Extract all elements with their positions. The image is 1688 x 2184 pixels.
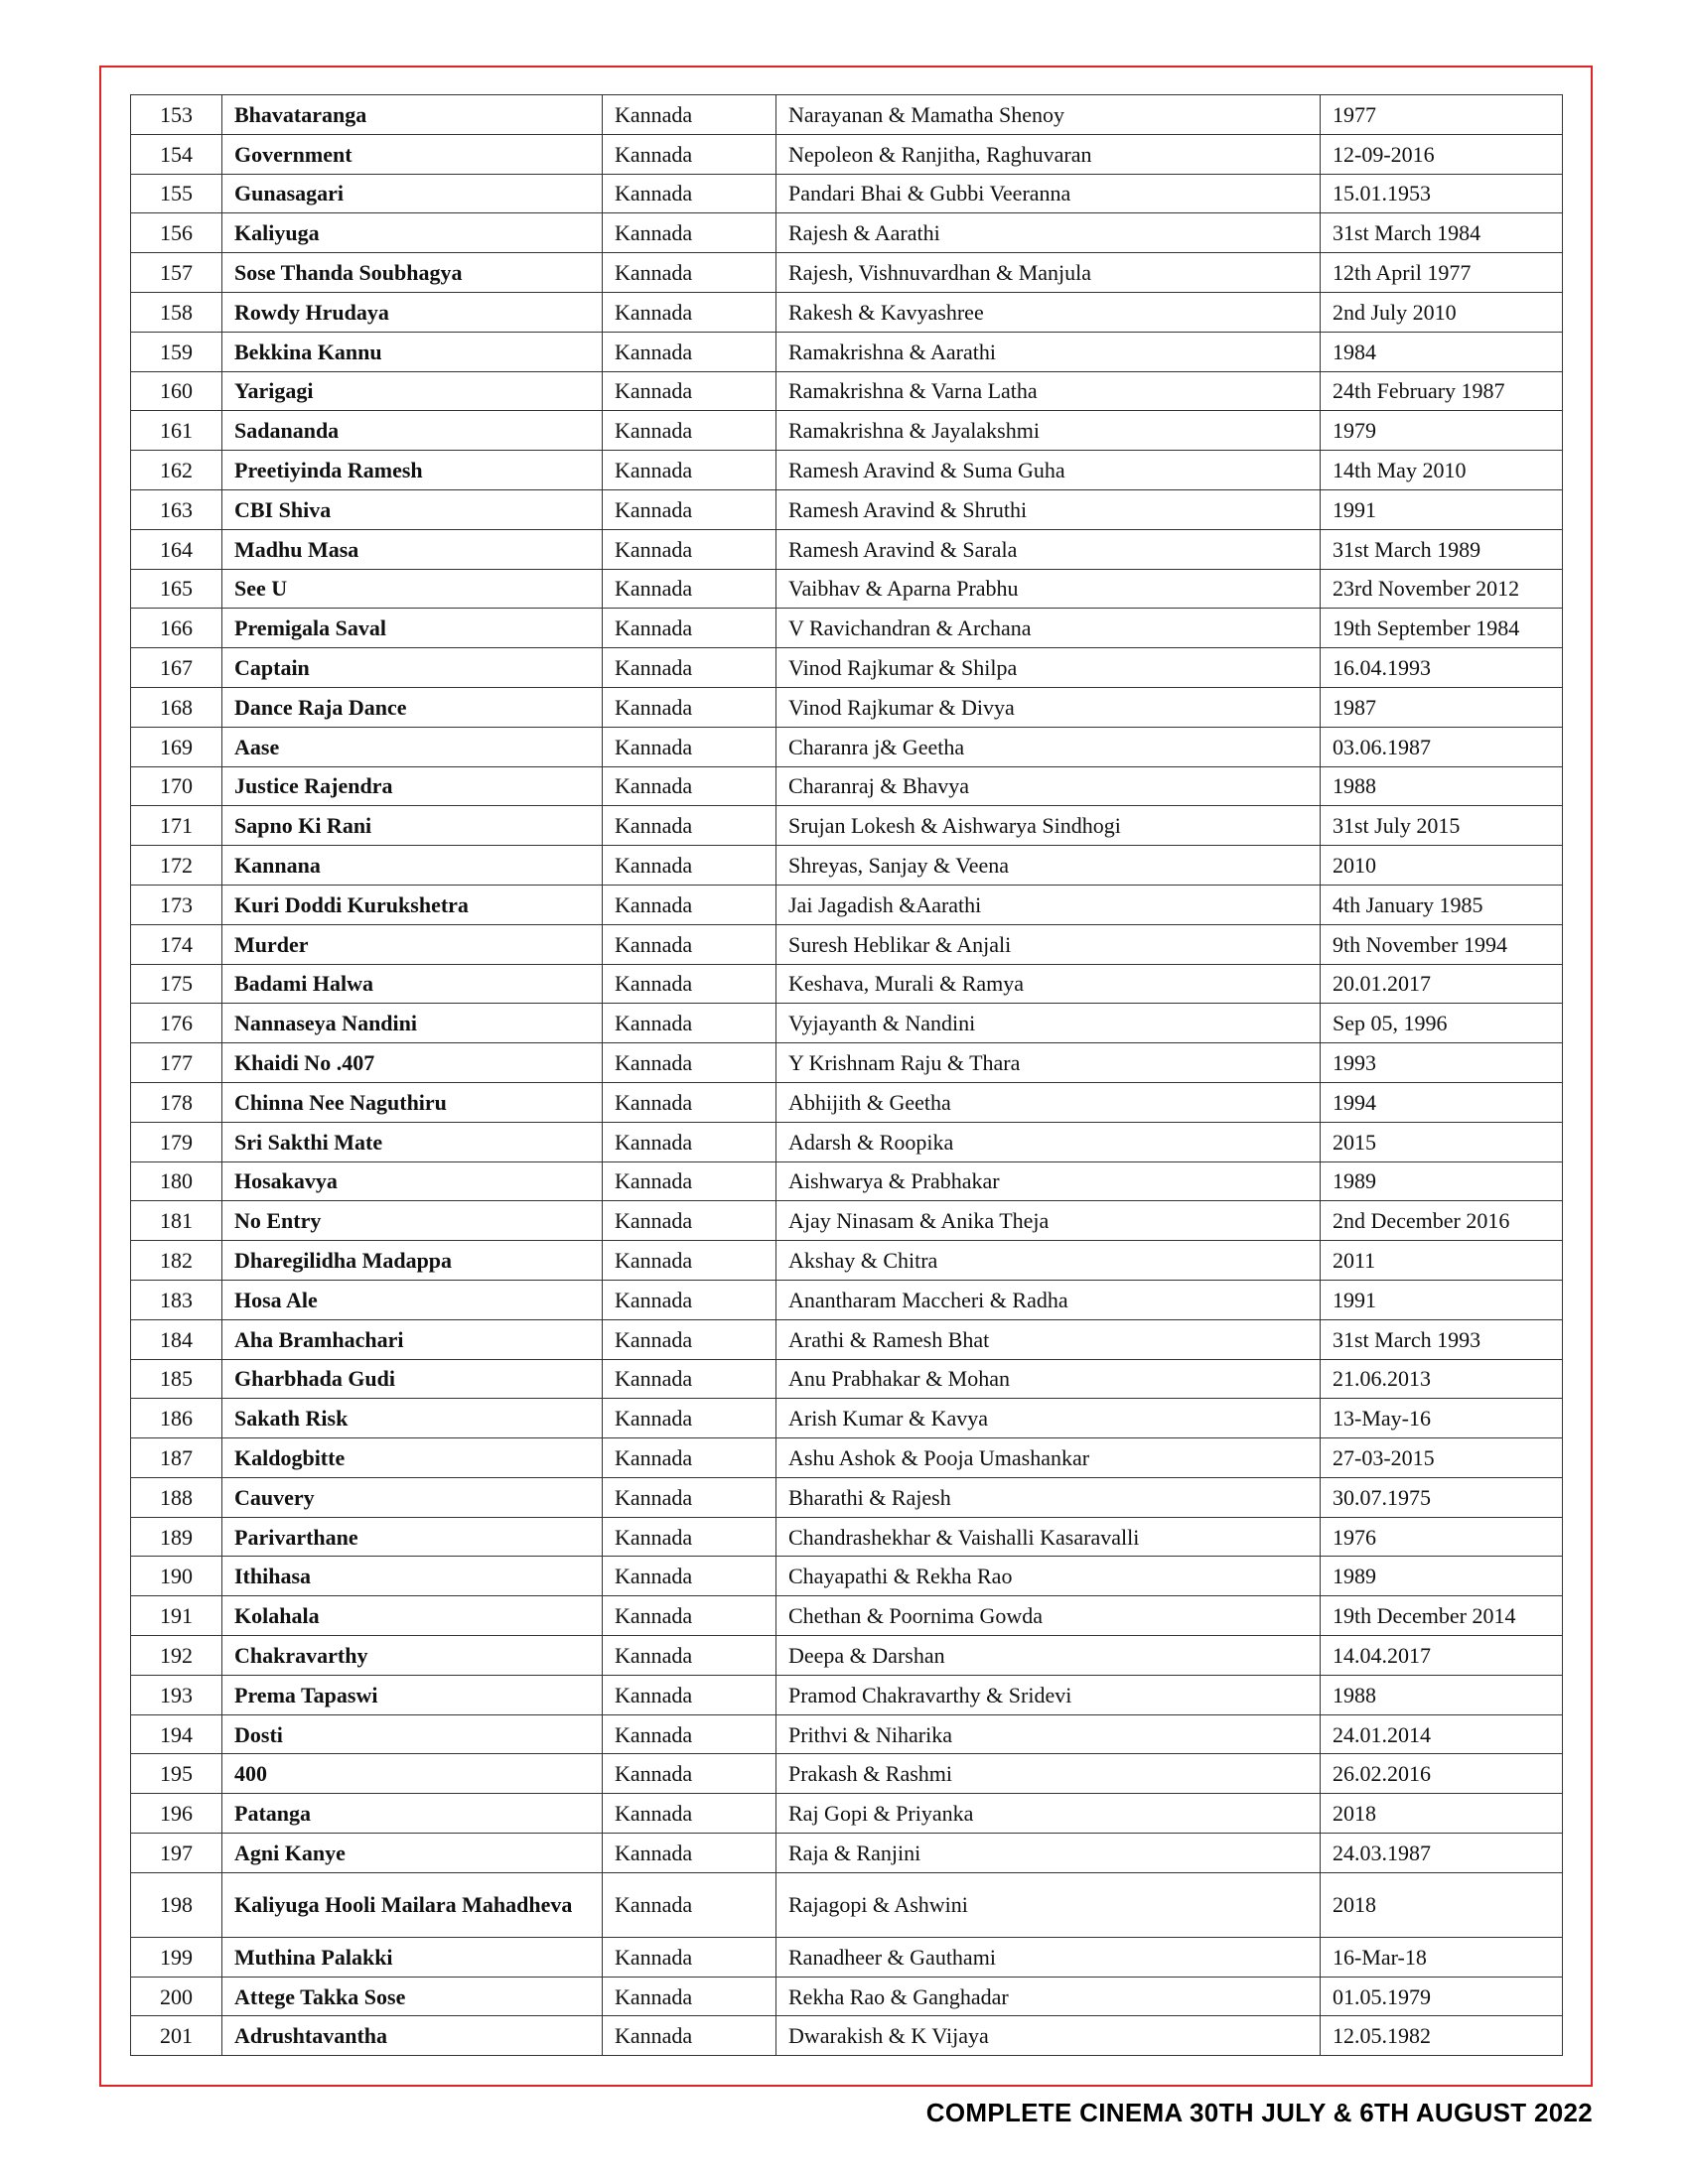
cell-date: 2010 — [1321, 846, 1563, 886]
cell-language: Kannada — [603, 569, 776, 609]
cell-cast: Charanraj & Bhavya — [776, 766, 1321, 806]
cell-language: Kannada — [603, 1438, 776, 1478]
cell-cast: Rajesh & Aarathi — [776, 213, 1321, 253]
cell-cast: Keshava, Murali & Ramya — [776, 964, 1321, 1004]
cell-number: 179 — [131, 1122, 222, 1161]
cell-cast: Raj Gopi & Priyanka — [776, 1794, 1321, 1834]
cell-language: Kannada — [603, 727, 776, 766]
cell-language: Kannada — [603, 1517, 776, 1557]
cell-date: 1988 — [1321, 1675, 1563, 1714]
cell-number: 173 — [131, 885, 222, 924]
cell-date: 12.05.1982 — [1321, 2016, 1563, 2056]
cell-number: 177 — [131, 1043, 222, 1083]
cell-date: 31st March 1993 — [1321, 1319, 1563, 1359]
cell-number: 174 — [131, 924, 222, 964]
cell-title: Dharegilidha Madappa — [222, 1241, 603, 1281]
cell-language: Kannada — [603, 1977, 776, 2016]
cell-number: 198 — [131, 1872, 222, 1937]
cell-title: Premigala Saval — [222, 609, 603, 648]
table-row — [131, 411, 1563, 451]
cell-language: Kannada — [603, 292, 776, 332]
table-row — [131, 489, 1563, 529]
cell-title: Nannaseya Nandini — [222, 1004, 603, 1043]
cell-number: 176 — [131, 1004, 222, 1043]
cell-cast: Shreyas, Sanjay & Veena — [776, 846, 1321, 886]
cell-title: Sapno Ki Rani — [222, 806, 603, 846]
cell-language: Kannada — [603, 411, 776, 451]
cell-number: 196 — [131, 1794, 222, 1834]
cell-date: 1991 — [1321, 489, 1563, 529]
table-row — [131, 253, 1563, 293]
cell-title: Cauvery — [222, 1477, 603, 1517]
table-row — [131, 1557, 1563, 1596]
cell-date: 14.04.2017 — [1321, 1636, 1563, 1676]
cell-language: Kannada — [603, 253, 776, 293]
cell-date: 20.01.2017 — [1321, 964, 1563, 1004]
cell-cast: Vinod Rajkumar & Divya — [776, 687, 1321, 727]
cell-cast: Prakash & Rashmi — [776, 1754, 1321, 1794]
cell-title: CBI Shiva — [222, 489, 603, 529]
cell-cast: Arathi & Ramesh Bhat — [776, 1319, 1321, 1359]
cell-title: See U — [222, 569, 603, 609]
table-row — [131, 1082, 1563, 1122]
cell-number: 161 — [131, 411, 222, 451]
cell-date: Sep 05, 1996 — [1321, 1004, 1563, 1043]
cell-cast: Rajagopi & Ashwini — [776, 1872, 1321, 1937]
cell-title: Kolahala — [222, 1596, 603, 1636]
cell-title: Kaliyuga — [222, 213, 603, 253]
cell-title: Muthina Palakki — [222, 1937, 603, 1977]
cell-date: 24.01.2014 — [1321, 1714, 1563, 1754]
cell-date: 2nd July 2010 — [1321, 292, 1563, 332]
cell-language: Kannada — [603, 174, 776, 213]
cell-title: Government — [222, 134, 603, 174]
cell-title: Hosa Ale — [222, 1280, 603, 1319]
cell-language: Kannada — [603, 1675, 776, 1714]
cell-cast: Chayapathi & Rekha Rao — [776, 1557, 1321, 1596]
cell-language: Kannada — [603, 451, 776, 490]
table-row — [131, 1122, 1563, 1161]
cell-title: Kuri Doddi Kurukshetra — [222, 885, 603, 924]
table-row — [131, 1399, 1563, 1438]
cell-language: Kannada — [603, 134, 776, 174]
cell-date: 13-May-16 — [1321, 1399, 1563, 1438]
cell-language: Kannada — [603, 1937, 776, 1977]
cell-language: Kannada — [603, 648, 776, 688]
cell-date: 12-09-2016 — [1321, 134, 1563, 174]
cell-cast: Narayanan & Mamatha Shenoy — [776, 95, 1321, 135]
cell-language: Kannada — [603, 1596, 776, 1636]
cell-title: Aha Bramhachari — [222, 1319, 603, 1359]
film-table — [130, 94, 1563, 2056]
table-row — [131, 609, 1563, 648]
cell-cast: Abhijith & Geetha — [776, 1082, 1321, 1122]
cell-title: Ithihasa — [222, 1557, 603, 1596]
table-row — [131, 1319, 1563, 1359]
cell-number: 157 — [131, 253, 222, 293]
cell-title: Bekkina Kannu — [222, 332, 603, 371]
cell-title: Patanga — [222, 1794, 603, 1834]
cell-title: Sose Thanda Soubhagya — [222, 253, 603, 293]
film-table-body — [131, 95, 1563, 2056]
cell-title: Kaldogbitte — [222, 1438, 603, 1478]
cell-cast: Ramakrishna & Jayalakshmi — [776, 411, 1321, 451]
table-row — [131, 1636, 1563, 1676]
cell-language: Kannada — [603, 529, 776, 569]
cell-cast: Nepoleon & Ranjitha, Raghuvaran — [776, 134, 1321, 174]
cell-number: 194 — [131, 1714, 222, 1754]
cell-title: Sri Sakthi Mate — [222, 1122, 603, 1161]
cell-date: 1991 — [1321, 1280, 1563, 1319]
cell-title: Hosakavya — [222, 1161, 603, 1201]
cell-cast: Dwarakish & K Vijaya — [776, 2016, 1321, 2056]
cell-language: Kannada — [603, 1161, 776, 1201]
table-row — [131, 727, 1563, 766]
table-row — [131, 1438, 1563, 1478]
cell-cast: Raja & Ranjini — [776, 1834, 1321, 1873]
cell-number: 201 — [131, 2016, 222, 2056]
cell-cast: Ramesh Aravind & Suma Guha — [776, 451, 1321, 490]
cell-cast: Rajesh, Vishnuvardhan & Manjula — [776, 253, 1321, 293]
cell-title: Attege Takka Sose — [222, 1977, 603, 2016]
cell-title: Chinna Nee Naguthiru — [222, 1082, 603, 1122]
cell-language: Kannada — [603, 95, 776, 135]
cell-language: Kannada — [603, 1359, 776, 1399]
cell-cast: Srujan Lokesh & Aishwarya Sindhogi — [776, 806, 1321, 846]
cell-cast: Anantharam Maccheri & Radha — [776, 1280, 1321, 1319]
cell-number: 154 — [131, 134, 222, 174]
table-row — [131, 451, 1563, 490]
cell-cast: Ramakrishna & Aarathi — [776, 332, 1321, 371]
table-row — [131, 174, 1563, 213]
cell-date: 1988 — [1321, 766, 1563, 806]
cell-number: 181 — [131, 1201, 222, 1241]
table-row — [131, 1477, 1563, 1517]
cell-language: Kannada — [603, 1399, 776, 1438]
table-row — [131, 2016, 1563, 2056]
table-row — [131, 529, 1563, 569]
cell-title: Dance Raja Dance — [222, 687, 603, 727]
cell-cast: Deepa & Darshan — [776, 1636, 1321, 1676]
cell-number: 182 — [131, 1241, 222, 1281]
cell-number: 168 — [131, 687, 222, 727]
cell-title: Chakravarthy — [222, 1636, 603, 1676]
cell-cast: Bharathi & Rajesh — [776, 1477, 1321, 1517]
cell-number: 166 — [131, 609, 222, 648]
cell-date: 2018 — [1321, 1872, 1563, 1937]
cell-date: 1993 — [1321, 1043, 1563, 1083]
cell-number: 183 — [131, 1280, 222, 1319]
cell-date: 21.06.2013 — [1321, 1359, 1563, 1399]
cell-number: 155 — [131, 174, 222, 213]
cell-language: Kannada — [603, 1122, 776, 1161]
cell-language: Kannada — [603, 1794, 776, 1834]
table-row — [131, 1280, 1563, 1319]
cell-number: 195 — [131, 1754, 222, 1794]
cell-cast: Anu Prabhakar & Mohan — [776, 1359, 1321, 1399]
cell-number: 191 — [131, 1596, 222, 1636]
cell-language: Kannada — [603, 371, 776, 411]
table-row — [131, 332, 1563, 371]
cell-number: 190 — [131, 1557, 222, 1596]
cell-language: Kannada — [603, 1636, 776, 1676]
cell-title: Murder — [222, 924, 603, 964]
cell-date: 31st March 1984 — [1321, 213, 1563, 253]
cell-cast: Pandari Bhai & Gubbi Veeranna — [776, 174, 1321, 213]
cell-date: 14th May 2010 — [1321, 451, 1563, 490]
cell-number: 199 — [131, 1937, 222, 1977]
cell-date: 19th December 2014 — [1321, 1596, 1563, 1636]
cell-date: 31st July 2015 — [1321, 806, 1563, 846]
cell-cast: V Ravichandran & Archana — [776, 609, 1321, 648]
cell-number: 193 — [131, 1675, 222, 1714]
footer-caption: COMPLETE CINEMA 30TH JULY & 6TH AUGUST 2022 — [925, 2098, 1593, 2127]
cell-date: 4th January 1985 — [1321, 885, 1563, 924]
cell-title: Sakath Risk — [222, 1399, 603, 1438]
cell-number: 185 — [131, 1359, 222, 1399]
cell-date: 12th April 1977 — [1321, 253, 1563, 293]
cell-language: Kannada — [603, 1872, 776, 1937]
cell-number: 184 — [131, 1319, 222, 1359]
cell-number: 169 — [131, 727, 222, 766]
cell-date: 30.07.1975 — [1321, 1477, 1563, 1517]
cell-number: 189 — [131, 1517, 222, 1557]
cell-number: 187 — [131, 1438, 222, 1478]
cell-title: Sadananda — [222, 411, 603, 451]
cell-number: 178 — [131, 1082, 222, 1122]
cell-cast: Jai Jagadish &Aarathi — [776, 885, 1321, 924]
cell-language: Kannada — [603, 1241, 776, 1281]
cell-language: Kannada — [603, 1082, 776, 1122]
cell-language: Kannada — [603, 766, 776, 806]
cell-title: Prema Tapaswi — [222, 1675, 603, 1714]
cell-date: 15.01.1953 — [1321, 174, 1563, 213]
cell-date: 1987 — [1321, 687, 1563, 727]
table-row — [131, 924, 1563, 964]
table-row — [131, 569, 1563, 609]
cell-language: Kannada — [603, 1004, 776, 1043]
cell-title: Kaliyuga Hooli Mailara Mahadheva — [222, 1872, 603, 1937]
cell-language: Kannada — [603, 846, 776, 886]
cell-language: Kannada — [603, 964, 776, 1004]
cell-language: Kannada — [603, 213, 776, 253]
cell-cast: Suresh Heblikar & Anjali — [776, 924, 1321, 964]
cell-date: 1979 — [1321, 411, 1563, 451]
cell-cast: Pramod Chakravarthy & Sridevi — [776, 1675, 1321, 1714]
cell-title: Bhavataranga — [222, 95, 603, 135]
cell-language: Kannada — [603, 1834, 776, 1873]
table-row — [131, 1794, 1563, 1834]
cell-language: Kannada — [603, 806, 776, 846]
cell-title: Dosti — [222, 1714, 603, 1754]
cell-cast: Ramesh Aravind & Sarala — [776, 529, 1321, 569]
cell-date: 01.05.1979 — [1321, 1977, 1563, 2016]
cell-number: 160 — [131, 371, 222, 411]
table-row — [131, 1977, 1563, 2016]
cell-date: 2018 — [1321, 1794, 1563, 1834]
table-row — [131, 885, 1563, 924]
table-row — [131, 1675, 1563, 1714]
cell-cast: Ramesh Aravind & Shruthi — [776, 489, 1321, 529]
cell-date: 27-03-2015 — [1321, 1438, 1563, 1478]
cell-date: 19th September 1984 — [1321, 609, 1563, 648]
table-row — [131, 1241, 1563, 1281]
table-row — [131, 964, 1563, 1004]
cell-date: 24.03.1987 — [1321, 1834, 1563, 1873]
cell-cast: Chethan & Poornima Gowda — [776, 1596, 1321, 1636]
cell-language: Kannada — [603, 332, 776, 371]
cell-cast: Vinod Rajkumar & Shilpa — [776, 648, 1321, 688]
cell-title: Madhu Masa — [222, 529, 603, 569]
cell-title: 400 — [222, 1754, 603, 1794]
cell-number: 171 — [131, 806, 222, 846]
cell-number: 186 — [131, 1399, 222, 1438]
table-row — [131, 766, 1563, 806]
cell-date: 16.04.1993 — [1321, 648, 1563, 688]
cell-title: No Entry — [222, 1201, 603, 1241]
cell-date: 26.02.2016 — [1321, 1754, 1563, 1794]
cell-number: 153 — [131, 95, 222, 135]
cell-language: Kannada — [603, 609, 776, 648]
cell-title: Captain — [222, 648, 603, 688]
cell-date: 16-Mar-18 — [1321, 1937, 1563, 1977]
cell-number: 175 — [131, 964, 222, 1004]
cell-cast: Vyjayanth & Nandini — [776, 1004, 1321, 1043]
cell-number: 159 — [131, 332, 222, 371]
cell-date: 2011 — [1321, 1241, 1563, 1281]
table-row — [131, 1359, 1563, 1399]
cell-language: Kannada — [603, 489, 776, 529]
cell-cast: Rakesh & Kavyashree — [776, 292, 1321, 332]
table-row — [131, 292, 1563, 332]
table-row — [131, 1754, 1563, 1794]
cell-date: 23rd November 2012 — [1321, 569, 1563, 609]
cell-number: 156 — [131, 213, 222, 253]
cell-date: 24th February 1987 — [1321, 371, 1563, 411]
cell-number: 163 — [131, 489, 222, 529]
cell-title: Adrushtavantha — [222, 2016, 603, 2056]
cell-number: 192 — [131, 1636, 222, 1676]
cell-date: 03.06.1987 — [1321, 727, 1563, 766]
cell-title: Agni Kanye — [222, 1834, 603, 1873]
cell-language: Kannada — [603, 1714, 776, 1754]
cell-number: 164 — [131, 529, 222, 569]
cell-cast: Akshay & Chitra — [776, 1241, 1321, 1281]
table-row — [131, 1043, 1563, 1083]
table-row — [131, 95, 1563, 135]
cell-language: Kannada — [603, 1280, 776, 1319]
cell-language: Kannada — [603, 1201, 776, 1241]
cell-language: Kannada — [603, 885, 776, 924]
cell-cast: Vaibhav & Aparna Prabhu — [776, 569, 1321, 609]
cell-number: 162 — [131, 451, 222, 490]
cell-number: 170 — [131, 766, 222, 806]
cell-cast: Chandrashekhar & Vaishalli Kasaravalli — [776, 1517, 1321, 1557]
cell-number: 158 — [131, 292, 222, 332]
cell-number: 180 — [131, 1161, 222, 1201]
cell-number: 167 — [131, 648, 222, 688]
cell-cast: Ranadheer & Gauthami — [776, 1937, 1321, 1977]
cell-language: Kannada — [603, 2016, 776, 2056]
table-row — [131, 213, 1563, 253]
cell-language: Kannada — [603, 1557, 776, 1596]
cell-title: Aase — [222, 727, 603, 766]
cell-date: 1989 — [1321, 1161, 1563, 1201]
cell-language: Kannada — [603, 1043, 776, 1083]
table-row — [131, 806, 1563, 846]
table-row — [131, 648, 1563, 688]
table-row — [131, 1937, 1563, 1977]
cell-number: 172 — [131, 846, 222, 886]
cell-language: Kannada — [603, 924, 776, 964]
cell-title: Parivarthane — [222, 1517, 603, 1557]
cell-language: Kannada — [603, 1754, 776, 1794]
cell-language: Kannada — [603, 1477, 776, 1517]
table-row — [131, 1872, 1563, 1937]
cell-language: Kannada — [603, 687, 776, 727]
cell-date: 9th November 1994 — [1321, 924, 1563, 964]
cell-number: 188 — [131, 1477, 222, 1517]
table-row — [131, 687, 1563, 727]
cell-cast: Aishwarya & Prabhakar — [776, 1161, 1321, 1201]
cell-cast: Y Krishnam Raju & Thara — [776, 1043, 1321, 1083]
table-row — [131, 1834, 1563, 1873]
table-row — [131, 1201, 1563, 1241]
table-row — [131, 846, 1563, 886]
cell-date: 1994 — [1321, 1082, 1563, 1122]
table-row — [131, 371, 1563, 411]
cell-date: 1976 — [1321, 1517, 1563, 1557]
table-row — [131, 134, 1563, 174]
table-row — [131, 1161, 1563, 1201]
cell-title: Justice Rajendra — [222, 766, 603, 806]
cell-cast: Prithvi & Niharika — [776, 1714, 1321, 1754]
cell-cast: Charanra j& Geetha — [776, 727, 1321, 766]
cell-title: Gunasagari — [222, 174, 603, 213]
cell-date: 1984 — [1321, 332, 1563, 371]
table-row — [131, 1596, 1563, 1636]
cell-title: Rowdy Hrudaya — [222, 292, 603, 332]
table-row — [131, 1517, 1563, 1557]
cell-cast: Rekha Rao & Ganghadar — [776, 1977, 1321, 2016]
cell-cast: Ramakrishna & Varna Latha — [776, 371, 1321, 411]
cell-title: Yarigagi — [222, 371, 603, 411]
cell-language: Kannada — [603, 1319, 776, 1359]
cell-cast: Arish Kumar & Kavya — [776, 1399, 1321, 1438]
table-row — [131, 1714, 1563, 1754]
cell-cast: Ajay Ninasam & Anika Theja — [776, 1201, 1321, 1241]
cell-date: 2015 — [1321, 1122, 1563, 1161]
cell-cast: Ashu Ashok & Pooja Umashankar — [776, 1438, 1321, 1478]
cell-date: 1977 — [1321, 95, 1563, 135]
cell-title: Badami Halwa — [222, 964, 603, 1004]
cell-date: 1989 — [1321, 1557, 1563, 1596]
cell-title: Preetiyinda Ramesh — [222, 451, 603, 490]
cell-date: 2nd December 2016 — [1321, 1201, 1563, 1241]
cell-number: 200 — [131, 1977, 222, 2016]
cell-number: 197 — [131, 1834, 222, 1873]
cell-title: Kannana — [222, 846, 603, 886]
cell-cast: Adarsh & Roopika — [776, 1122, 1321, 1161]
table-row — [131, 1004, 1563, 1043]
cell-number: 165 — [131, 569, 222, 609]
cell-date: 31st March 1989 — [1321, 529, 1563, 569]
cell-title: Khaidi No .407 — [222, 1043, 603, 1083]
cell-title: Gharbhada Gudi — [222, 1359, 603, 1399]
